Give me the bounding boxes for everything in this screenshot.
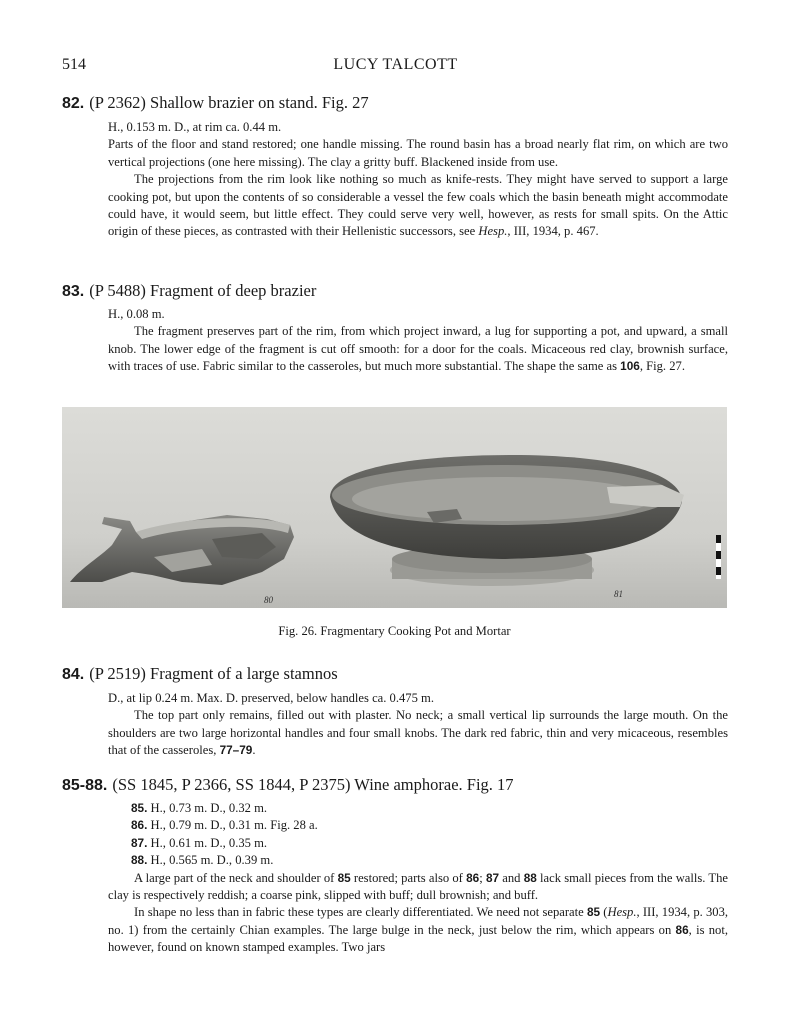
p2-ref: 85 bbox=[586, 905, 601, 920]
p1-ref: 85 bbox=[337, 870, 351, 885]
p1-ref: 86 bbox=[466, 870, 480, 885]
scale-bar bbox=[716, 535, 721, 579]
entry-82-heading bbox=[62, 93, 369, 113]
entry-82-number: 82. bbox=[62, 95, 85, 112]
item-number: 85. bbox=[131, 801, 148, 815]
entry-84-dimensions: D., at lip 0.24 m. Max. D. preserved, below handles ca. 0.475 m. bbox=[108, 691, 434, 705]
item-dimensions: H., 0.73 m. D., 0.32 m. bbox=[147, 801, 268, 815]
p2-text: ( bbox=[600, 905, 608, 920]
list-item bbox=[131, 835, 728, 852]
entry-84-paragraph-1 bbox=[108, 707, 728, 759]
figure-26-photograph bbox=[62, 407, 727, 608]
running-title: LUCY TALCOTT bbox=[333, 56, 458, 73]
figure-label-80: 80 bbox=[264, 595, 273, 605]
entry-84-p1-end: . bbox=[252, 743, 256, 758]
entry-84-p1-crossref: 77–79 bbox=[219, 743, 253, 758]
entry-83-title: (P 5488) Fragment of deep brazier bbox=[89, 281, 317, 300]
list-item bbox=[131, 800, 728, 817]
item-dimensions: H., 0.61 m. D., 0.35 m. bbox=[147, 835, 268, 850]
entry-84-number: 84. bbox=[62, 666, 85, 683]
item-dimensions: H., 0.565 m. D., 0.39 m. bbox=[147, 853, 274, 868]
entry-85-88-title: (SS 1845, P 2366, SS 1844, P 2375) Wine amphorae. Fig. 17 bbox=[112, 775, 514, 794]
entry-85-88-body bbox=[108, 800, 729, 957]
entry-85-88-heading bbox=[62, 775, 514, 795]
p1-text: lack small pieces from the walls. The clay is respectively reddish; a coarse pink, slipped with buff; dull brownish; and buff. bbox=[108, 870, 729, 903]
p1-text: restored; parts also of bbox=[350, 870, 467, 885]
entry-83-p1-crossref: 106 bbox=[620, 359, 640, 374]
entry-83-dimensions: H., 0.08 m. bbox=[108, 307, 165, 321]
p2-text: , is not, however, found on known stamped examples. Two jars bbox=[108, 922, 728, 955]
item-number: 87. bbox=[131, 835, 148, 850]
entry-82-paragraph-1: Parts of the floor and stand restored; one handle missing. The round basin has a broad nearly flat rim, on which are two vertical projections (one here missing). The clay a gritty buff. Blackened inside from use. bbox=[108, 137, 728, 169]
p2-text: , III, 1934, p. 303, no. 1) from the certainly Chian examples. The large bulge in the neck, just below the rim, which appears on bbox=[108, 905, 729, 937]
entry-85-88-paragraph-2 bbox=[108, 904, 728, 956]
p2-text: In shape no less than in fabric these types are clearly differentiated. We need not separate bbox=[134, 905, 587, 920]
entry-84-title: (P 2519) Fragment of a large stamnos bbox=[89, 664, 338, 683]
item-number: 86. bbox=[131, 818, 148, 833]
item-number: 88. bbox=[131, 853, 148, 868]
p2-ref: 86 bbox=[675, 922, 689, 937]
figure-caption: Fig. 26. Fragmentary Cooking Pot and Mortar bbox=[278, 624, 511, 638]
p1-ref: 88 bbox=[523, 870, 537, 885]
entry-84-heading bbox=[62, 664, 338, 684]
page-number: 514 bbox=[62, 56, 86, 73]
entry-84-body bbox=[108, 690, 728, 760]
entry-83-number: 83. bbox=[62, 283, 85, 300]
list-item bbox=[131, 817, 728, 834]
pottery-photo-illustration bbox=[62, 407, 727, 608]
entry-83-body bbox=[108, 306, 728, 376]
item-dimensions: H., 0.79 m. D., 0.31 m. Fig. 28 a. bbox=[147, 818, 318, 833]
entry-83-p1-text: The fragment preserves part of the rim, from which project inward, a lug for supporting a pot, and upward, a small knob. The lower edge of the fragment is cut off smooth: for a door for the coals. Micaceous red clay, brownish surface, with traces of use. Fabric similar to the casseroles, but much more substantial. The shape the same as bbox=[108, 324, 728, 374]
entry-83-paragraph-1 bbox=[108, 323, 728, 375]
entry-82-p2-journal: Hesp. bbox=[478, 224, 508, 239]
figure-label-81: 81 bbox=[614, 589, 623, 599]
entry-82-p2-citation: , III, 1934, p. 467. bbox=[507, 224, 599, 239]
p1-text: ; bbox=[479, 870, 486, 885]
entry-82-body bbox=[108, 119, 728, 241]
entry-85-88-paragraph-1 bbox=[108, 870, 728, 905]
entry-82-paragraph-2 bbox=[108, 171, 728, 241]
entry-82-p2-text: The projections from the rim look like nothing so much as knife-rests. They might have served to support a large cooking pot, but upon the contents of so considerable a vessel the few coals which the basin beneath might accommodate could have, it would seem, but little effect. They could serve very well, however, as rests for small spits. On the Attic origin of these pieces, as contrasted with their Hellenistic successors, see bbox=[108, 172, 728, 239]
entry-82-dimensions: H., 0.153 m. D., at rim ca. 0.44 m. bbox=[108, 120, 282, 134]
entry-83-heading bbox=[62, 281, 316, 301]
page-header bbox=[62, 56, 729, 80]
entry-84-p1-text: The top part only remains, filled out with plaster. No neck; a small vertical lip surrounds the large mouth. On the shoulders are two large horizontal handles and four small knobs. The dark red fabric, thin and very micaceous, resembles that of the casseroles, bbox=[108, 708, 728, 758]
list-item bbox=[131, 852, 728, 869]
p1-text: A large part of the neck and shoulder of bbox=[134, 870, 338, 885]
p2-journal: Hesp. bbox=[607, 905, 637, 920]
p1-ref: 87 bbox=[485, 870, 500, 885]
entry-83-p1-end: , Fig. 27. bbox=[639, 359, 685, 374]
entry-82-title: (P 2362) Shallow brazier on stand. Fig. 27 bbox=[89, 93, 369, 112]
entry-85-88-number: 85-88. bbox=[62, 777, 108, 794]
p1-text: and bbox=[499, 870, 524, 885]
